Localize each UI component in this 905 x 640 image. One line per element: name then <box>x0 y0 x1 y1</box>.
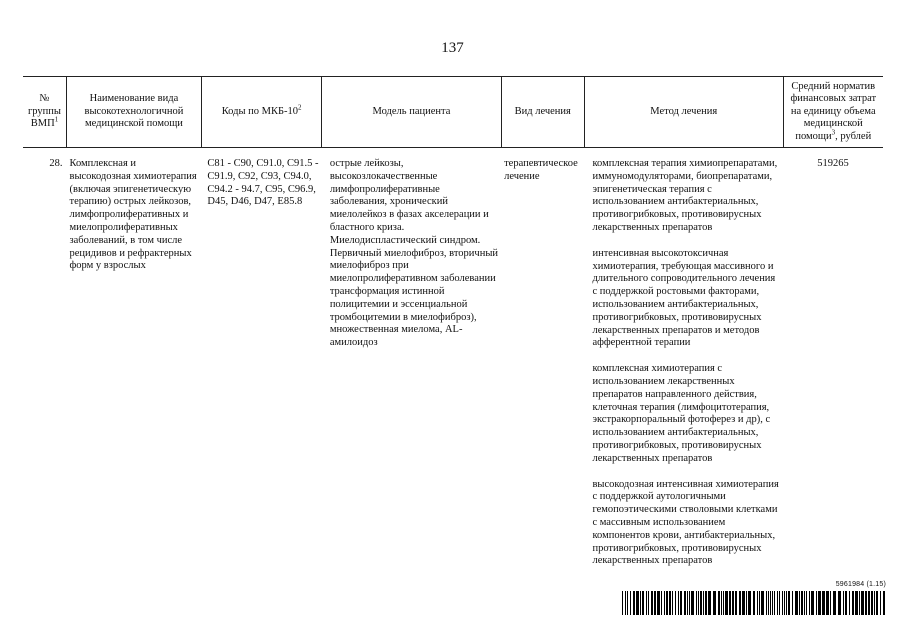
header-group-number-text: № группы ВМП <box>28 93 61 130</box>
vmp-table <box>23 76 883 581</box>
cell-treatment-methods <box>584 148 783 582</box>
document-code: 5961984 (1.15) <box>835 581 886 588</box>
header-cost-unit: , рублей <box>835 130 872 142</box>
method-item: комплексная химиотерапия с использованием лекарственных препаратов направленного действия, клеточная терапия (лимфоцитотерапия, экстракорпоральный фотоферез и др), с использованием антибактериальных, противогрибковых, противовирусных лекарственных препаратов <box>592 363 771 464</box>
footnote-mark-2: 2 <box>298 103 302 112</box>
header-patient-model: Модель пациента <box>322 77 501 148</box>
method-item: высокодозная интенсивная химиотерапия с поддержкой аутологичными гемопоэтическими стволовыми клетками с массивным использованием компонентов крови, антибактериальных, противогрибковых, противовирусных лекарственных препаратов <box>592 478 779 567</box>
method-item: интенсивная высокотоксичная химиотерапия, требующая массивного и длительного сопроводительного лечения с поддержкой ростовыми факторами, использованием антибактериальных, противогрибковых, противовирусных лекарственных препаратов и методов афферентной терапии <box>592 247 776 349</box>
cell-group-number: 28. <box>49 158 63 169</box>
table-header-row <box>23 77 883 148</box>
cell-care-type-name: Комплексная и высокодозная химиотерапия (включая эпигенетическую терапию) острых лейкозов, лимфопролиферативных и миелопролиферативных заболеваний, в том числе рецидивов и рефрактерных форм у взрослых <box>69 158 197 272</box>
barcode-image <box>622 591 886 615</box>
header-cost-text: Средний норматив финансовых затрат на единицу объема медицинской помощи <box>790 80 877 142</box>
cell-treatment-type: терапевтическое лечение <box>504 158 578 182</box>
footnote-mark-3: 3 <box>831 128 836 137</box>
header-treatment-type: Вид лечения <box>501 77 584 148</box>
header-treatment-method: Метод лечения <box>584 77 783 148</box>
cell-icd-codes: C81 - C90, C91.0, C91.5 - C91.9, C92, C93, C94.0, C94.2 - 94.7, C95, C96.9, D45, D46, D47, E85.8 <box>207 158 319 208</box>
table-row <box>23 148 883 582</box>
cell-patient-model: острые лейкозы, высокозлокачественные лимфопролиферативные заболевания, хронический миелолейкоз в фазах акселерации и бластного криза. Миелодиспластический синдром. Первичный миелофиброз, вторичный миелофиброз при миелопролиферативном заболевании трансформация истинной полицитемии и эссенциальной тромбоцитемии в миелофиброз), множественная миелома, AL-амилоидоз <box>329 158 498 349</box>
header-icd-codes-text: Коды по МКБ-10 <box>221 105 299 117</box>
header-icd-codes <box>201 77 321 148</box>
header-care-type-name: Наименование вида высокотехнологичной медицинской помощи <box>66 77 201 148</box>
footnote-mark-1: 1 <box>54 115 59 124</box>
method-item: комплексная терапия химиопрепаратами, иммуномодуляторами, биопрепаратами, эпигенетическая терапия с использованием антибактериальных, противогрибковых, противовирусных лекарственных препаратов <box>592 158 778 233</box>
page-number: 137 <box>441 40 464 56</box>
header-cost-standard <box>783 77 883 148</box>
header-group-number <box>23 77 66 148</box>
cell-cost: 519265 <box>817 158 849 169</box>
